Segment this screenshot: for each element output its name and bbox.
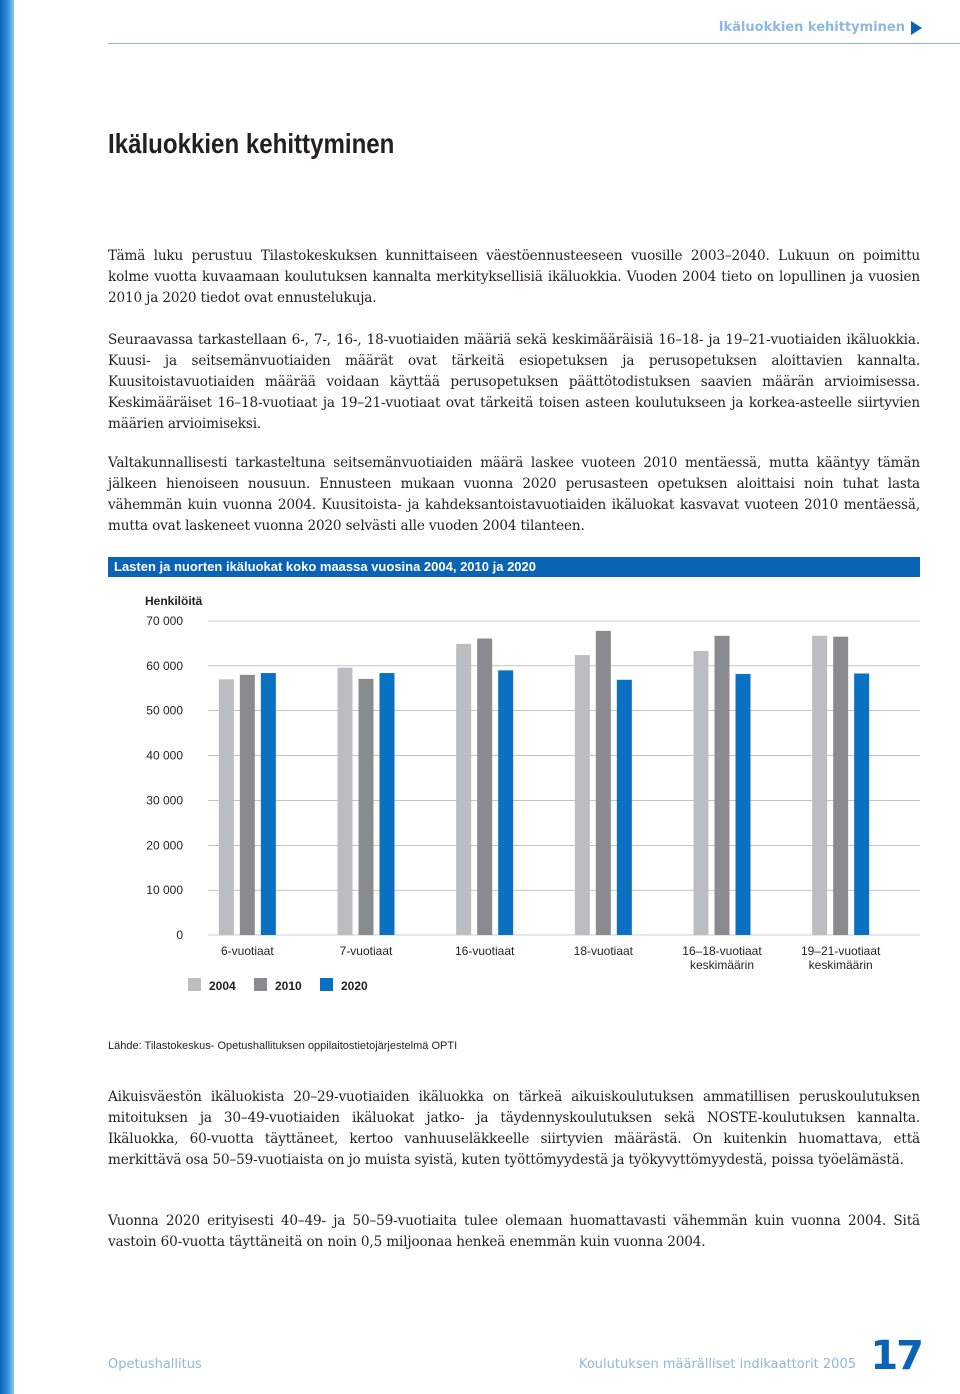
chart-source: Lähde: Tilastokeskus- Opetushallituksen oppilaitostietojärjestelmä OPTI — [108, 1040, 458, 1052]
x-tick-label-line: 16–18-vuotiaat — [682, 944, 762, 958]
footer-publication: Koulutuksen määrälliset indikaattorit 2005 — [578, 1357, 856, 1372]
y-axis-label: Henkilöitä — [145, 594, 203, 608]
header-rule — [108, 43, 960, 44]
bar-chart — [108, 585, 920, 1005]
page-title: Ikäluokkien kehittyminen — [108, 128, 395, 159]
y-tick-label: 30 000 — [146, 793, 183, 808]
bar — [854, 673, 869, 935]
y-tick-label: 40 000 — [146, 748, 183, 763]
running-header-title: Ikäluokkien kehittyminen — [718, 20, 905, 35]
legend-label: 2020 — [341, 979, 368, 993]
legend-label: 2010 — [275, 979, 302, 993]
legend-swatch — [188, 978, 201, 991]
x-tick-label-line: 6-vuotiaat — [220, 944, 274, 958]
paragraph-national-trend: Valtakunnallisesti tarkasteltuna seitsemänvuotiaiden määrä laskee vuoteen 2010 mentäessä, mutta kääntyy tämän jälkeen hienoiseen nousuun. Ennusteen mukaan vuonna 2020 perusasteen opetuksen aloittaisi noin tuhat lasta vähemmän kuin vuonna 2004. Kuusitoista- ja kahdeksantoistavuotiaiden ikäluokat kasvavat vuoteen 2010 mentäessä, mutta ovat laskeneet vuonna 2020 selvästi alle vuoden 2004 tilanteen. — [108, 455, 920, 534]
chart-bars — [219, 631, 869, 935]
x-tick-label-line: 16-vuotiaat — [454, 944, 515, 958]
bar — [261, 673, 276, 935]
y-tick-labels — [146, 614, 183, 942]
legend-label: 2004 — [209, 979, 236, 993]
chart-legend — [188, 978, 368, 993]
x-tick-label — [221, 944, 274, 958]
y-tick-label: 10 000 — [146, 883, 183, 898]
x-tick-label — [340, 944, 393, 958]
bar — [715, 636, 730, 935]
x-tick-label — [455, 944, 515, 958]
legend-swatch — [320, 978, 333, 991]
y-tick-label: 0 — [176, 928, 183, 942]
footer-publisher: Opetushallitus — [108, 1357, 202, 1372]
x-tick-label — [682, 944, 762, 972]
bar — [694, 651, 709, 935]
x-tick-labels — [221, 944, 881, 972]
y-tick-label: 20 000 — [146, 838, 183, 853]
x-tick-label-line: keskimäärin — [808, 958, 873, 972]
x-tick-label — [574, 944, 634, 958]
paragraph-adult-population: Aikuisväestön ikäluokista 20–29-vuotiaiden ikäluokka on tärkeä aikuiskoulutuksen ammatillisen peruskoulutuksen mitoituksen ja 30–49-vuotiaiden ikäluokat jatko- ja täydennyskoulutuksen sekä NOSTE-koulutuksen kannalta. Ikäluokka, 60-vuotta täyttäneet, kertoo vanhuuseläkkeelle siirtyvien määrästä. On kuitenkin huomattava, että merkittävä osa 50–59-vuotiaista on jo muista syistä, kuten työttömyydestä ja työkyvyttömyydestä, poissa työelämästä. — [108, 1089, 920, 1168]
bar — [617, 680, 632, 935]
running-header — [719, 20, 922, 35]
bar — [456, 644, 471, 935]
bar — [833, 637, 848, 935]
chart-title: Lasten ja nuorten ikäluokat koko maassa vuosina 2004, 2010 ja 2020 — [108, 557, 920, 577]
y-tick-label: 70 000 — [146, 614, 183, 628]
bar — [359, 679, 374, 935]
side-color-bar — [0, 0, 14, 1394]
x-tick-label — [801, 944, 881, 972]
bar — [240, 675, 255, 935]
y-tick-label: 50 000 — [146, 703, 183, 718]
y-tick-label: 60 000 — [146, 658, 183, 673]
x-tick-label-line: 18-vuotiaat — [573, 944, 634, 958]
bar — [498, 670, 513, 935]
page-number: 17 — [870, 1333, 922, 1379]
triangle-arrow-icon — [911, 21, 922, 35]
bar — [477, 638, 492, 935]
paragraph-2020-outlook: Vuonna 2020 erityisesti 40–49- ja 50–59-vuotiaita tulee olemaan huomattavasti vähemmän kuin vuonna 2004. Sitä vastoin 60-vuotta täyttäneitä on noin 0,5 miljoonaa henkeä enemmän kuin vuonna 2004. — [108, 1213, 920, 1250]
bar — [812, 636, 827, 935]
bar — [575, 655, 590, 935]
x-tick-label-line: 7-vuotiaat — [339, 944, 393, 958]
bar — [596, 631, 611, 935]
bar — [380, 673, 395, 935]
paragraph-intro: Tämä luku perustuu Tilastokeskuksen kunnittaiseen väestöennusteeseen vuosille 2003–2040. Lukuun on poimittu kolme vuotta kuvaamaan koulutuksen kannalta merkityksellisiä ikäluokkia. Vuoden 2004 tieto on lopullinen ja vuosien 2010 ja 2020 tiedot ovat ennustelukuja. — [108, 248, 920, 306]
bar — [219, 679, 234, 935]
bar — [338, 668, 353, 935]
legend-swatch — [254, 978, 267, 991]
paragraph-age-groups: Seuraavassa tarkastellaan 6-, 7-, 16-, 18-vuotiaiden määriä sekä keskimääräisiä 16–18- ja 19–21-vuotiaiden ikäluokkia. Kuusi- ja seitsemänvuotiaiden määrät ovat tärkeitä esiopetuksen ja perusopetuksen aloittavien kannalta. Kuusitoistavuotiaiden määrää voidaan käyttää perusopetuksen päättötodistuksen saavien määrän arvioimisessa. Keskimääräiset 16–18-vuotiaat ja 19–21-vuotiaat ovat tärkeitä toisen asteen koulutukseen ja korkea-asteelle siirtyvien määrien arvioimiseksi. — [108, 332, 920, 432]
bar — [736, 674, 751, 935]
x-tick-label-line: keskimäärin — [689, 958, 755, 972]
x-tick-label-line: 19–21-vuotiaat — [800, 944, 881, 958]
